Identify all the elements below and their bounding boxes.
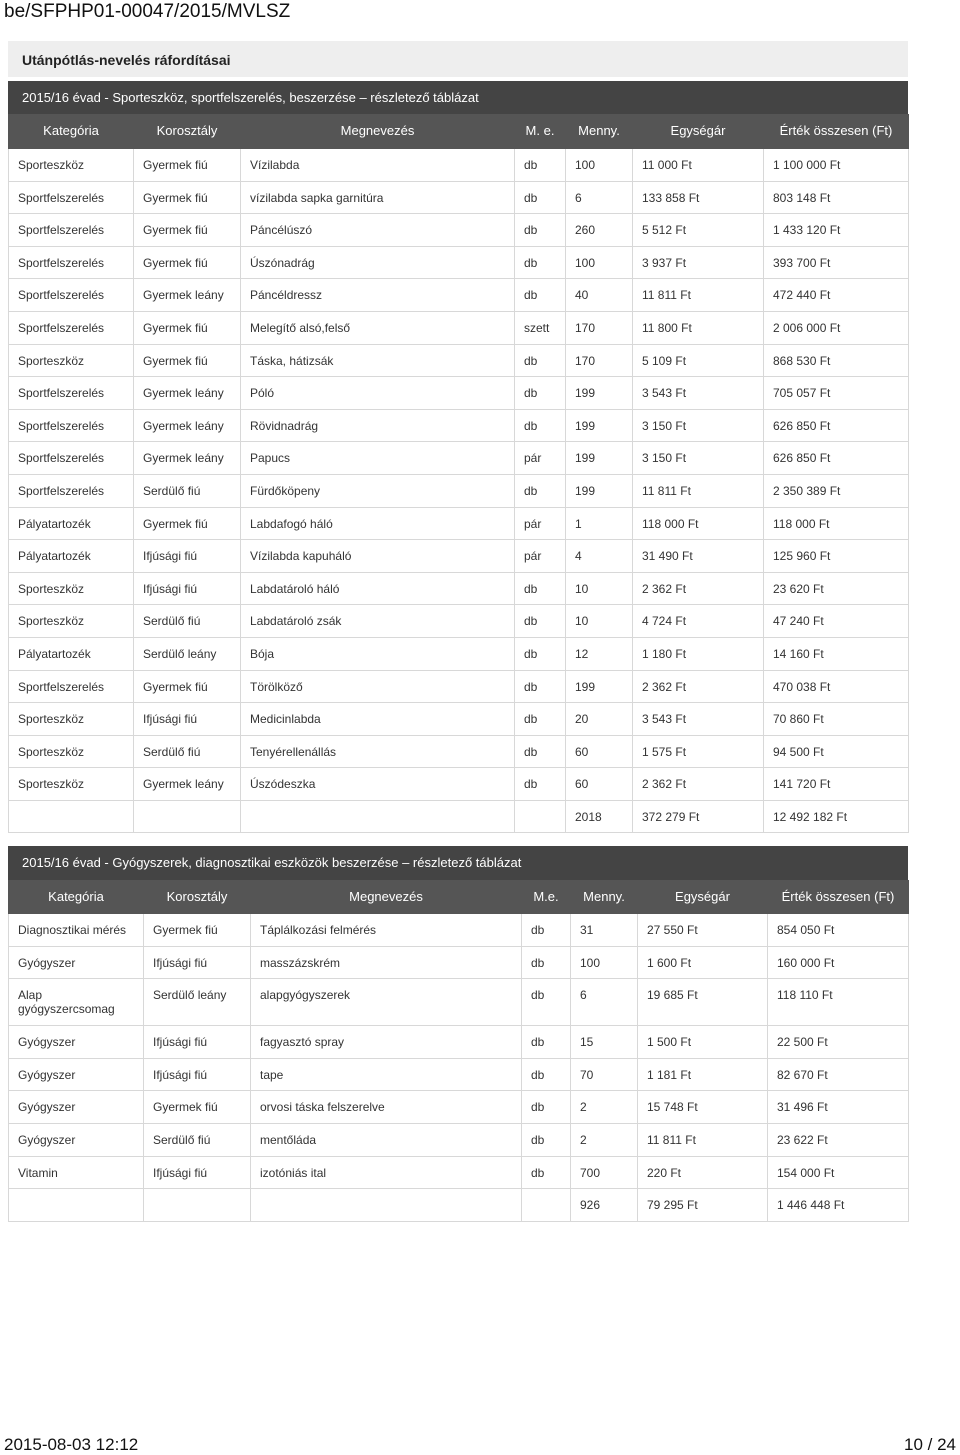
table-cell: Sportfelszerelés — [9, 377, 134, 410]
footer-timestamp: 2015-08-03 12:12 — [4, 1435, 139, 1454]
table-cell: Gyermek fiú — [144, 914, 251, 947]
table-cell: 15 — [571, 1026, 638, 1059]
table-row — [9, 279, 909, 312]
table-row — [9, 1058, 909, 1091]
table-cell: 393 700 Ft — [764, 246, 909, 279]
table-cell: Páncélúszó — [241, 214, 515, 247]
table-row — [9, 507, 909, 540]
table-cell: Sportfelszerelés — [9, 214, 134, 247]
section-title: Utánpótlás-nevelés ráfordításai — [8, 41, 908, 77]
table-cell: masszázskrém — [251, 946, 522, 979]
table-cell: 199 — [566, 474, 633, 507]
table-cell: 4 724 Ft — [633, 605, 764, 638]
table-cell: Sportfelszerelés — [9, 246, 134, 279]
total-row — [9, 1189, 909, 1222]
total-cell: 12 492 182 Ft — [764, 800, 909, 833]
total-cell: 2018 — [566, 800, 633, 833]
table-cell: Gyermek fiú — [134, 311, 241, 344]
table-cell: 1 100 000 Ft — [764, 149, 909, 182]
table-cell: orvosi táska felszerelve — [251, 1091, 522, 1124]
table-cell: 700 — [571, 1156, 638, 1189]
table-row — [9, 442, 909, 475]
table-cell: 160 000 Ft — [768, 946, 909, 979]
table-row — [9, 637, 909, 670]
column-header: Megnevezés — [251, 881, 522, 914]
table-cell: Ifjúsági fiú — [134, 540, 241, 573]
table-cell: Ifjúsági fiú — [134, 703, 241, 736]
table-cell: 82 670 Ft — [768, 1058, 909, 1091]
table-cell: Serdülő fiú — [144, 1123, 251, 1156]
table-row — [9, 311, 909, 344]
table-row — [9, 768, 909, 801]
table-cell: db — [515, 246, 566, 279]
table-cell: 94 500 Ft — [764, 735, 909, 768]
total-cell — [241, 800, 515, 833]
table-row — [9, 1123, 909, 1156]
table-header-row — [9, 881, 909, 914]
table-cell: Sportfelszerelés — [9, 279, 134, 312]
table-cell: 199 — [566, 670, 633, 703]
table-cell: Serdülő fiú — [134, 735, 241, 768]
table-cell: Táplálkozási felmérés — [251, 914, 522, 947]
total-cell — [9, 1189, 144, 1222]
table-cell: 199 — [566, 377, 633, 410]
table-cell: 1 180 Ft — [633, 637, 764, 670]
table-cell: Ifjúsági fiú — [144, 946, 251, 979]
table-cell: Vitamin — [9, 1156, 144, 1189]
table-cell: 3 150 Ft — [633, 409, 764, 442]
table-cell: Pályatartozék — [9, 507, 134, 540]
table-cell: Ifjúsági fiú — [144, 1026, 251, 1059]
table-cell: 3 543 Ft — [633, 703, 764, 736]
table-cell: 2 350 389 Ft — [764, 474, 909, 507]
table-cell: 626 850 Ft — [764, 442, 909, 475]
table-cell: 705 057 Ft — [764, 377, 909, 410]
table-cell: Diagnosztikai mérés — [9, 914, 144, 947]
table-cell: 3 543 Ft — [633, 377, 764, 410]
table-cell: db — [515, 735, 566, 768]
table-cell: fagyasztó spray — [251, 1026, 522, 1059]
table-cell: Fürdőköpeny — [241, 474, 515, 507]
table-row — [9, 409, 909, 442]
table-cell: 47 240 Ft — [764, 605, 909, 638]
table-cell: 19 685 Ft — [638, 979, 768, 1026]
table-cell: Serdülő leány — [134, 637, 241, 670]
table-cell: Sporteszköz — [9, 768, 134, 801]
table-cell: 472 440 Ft — [764, 279, 909, 312]
table-cell: db — [515, 409, 566, 442]
column-header: Egységár — [638, 881, 768, 914]
table-cell: db — [515, 149, 566, 182]
table-cell: 11 800 Ft — [633, 311, 764, 344]
table-cell: 40 — [566, 279, 633, 312]
table-cell: Gyermek fiú — [134, 181, 241, 214]
table-cell: 260 — [566, 214, 633, 247]
table-cell: 70 860 Ft — [764, 703, 909, 736]
table-cell: 60 — [566, 735, 633, 768]
total-row — [9, 800, 909, 833]
table-cell: 31 490 Ft — [633, 540, 764, 573]
table-cell: Gyermek fiú — [134, 246, 241, 279]
table-cell: Gyermek fiú — [144, 1091, 251, 1124]
table-cell: szett — [515, 311, 566, 344]
table-cell: Pályatartozék — [9, 637, 134, 670]
table-cell: 100 — [571, 946, 638, 979]
table-cell: 141 720 Ft — [764, 768, 909, 801]
table-cell: Sporteszköz — [9, 605, 134, 638]
table-cell: Gyermek fiú — [134, 149, 241, 182]
table-cell: 803 148 Ft — [764, 181, 909, 214]
table-cell: 12 — [566, 637, 633, 670]
table-cell: 199 — [566, 409, 633, 442]
total-cell — [9, 800, 134, 833]
table-cell: 100 — [566, 149, 633, 182]
table-cell: Melegítő alsó,felső — [241, 311, 515, 344]
table-cell: mentőláda — [251, 1123, 522, 1156]
table-cell: Labdatároló zsák — [241, 605, 515, 638]
table-row — [9, 1156, 909, 1189]
table-cell: Gyermek fiú — [134, 344, 241, 377]
table-row — [9, 214, 909, 247]
table-cell: Serdülő fiú — [134, 605, 241, 638]
table-cell: Serdülő leány — [144, 979, 251, 1026]
table-cell: db — [522, 979, 571, 1026]
table-cell: Sporteszköz — [9, 703, 134, 736]
table-cell: Ifjúsági fiú — [134, 572, 241, 605]
column-header: Menny. — [571, 881, 638, 914]
total-cell — [144, 1189, 251, 1222]
table-cell: alapgyógyszerek — [251, 979, 522, 1026]
table-cell: 118 110 Ft — [768, 979, 909, 1026]
table-cell: Gyógyszer — [9, 1026, 144, 1059]
table-cell: Sporteszköz — [9, 149, 134, 182]
table-cell: 11 811 Ft — [638, 1123, 768, 1156]
column-header: Érték összesen (Ft) — [768, 881, 909, 914]
table-cell: db — [515, 768, 566, 801]
table-cell: Sportfelszerelés — [9, 474, 134, 507]
table-cell: Gyermek fiú — [134, 507, 241, 540]
table-cell: 23 622 Ft — [768, 1123, 909, 1156]
table-cell: 60 — [566, 768, 633, 801]
table-cell: Bója — [241, 637, 515, 670]
table-cell: 5 109 Ft — [633, 344, 764, 377]
document-id: be/SFPHP01-00047/2015/MVLSZ — [4, 1, 291, 22]
table-cell: 3 937 Ft — [633, 246, 764, 279]
table-cell: 2 362 Ft — [633, 670, 764, 703]
table-cell: 10 — [566, 605, 633, 638]
table-cell: Vízilabda kapuháló — [241, 540, 515, 573]
table-cell: Ifjúsági fiú — [144, 1058, 251, 1091]
table-cell: 1 500 Ft — [638, 1026, 768, 1059]
table-cell: 6 — [566, 181, 633, 214]
table-cell: 220 Ft — [638, 1156, 768, 1189]
table-cell: Sportfelszerelés — [9, 181, 134, 214]
table-row — [9, 246, 909, 279]
table-cell: 100 — [566, 246, 633, 279]
table-row — [9, 979, 909, 1026]
table-cell: 3 150 Ft — [633, 442, 764, 475]
column-header: Menny. — [566, 115, 633, 149]
table-cell: 626 850 Ft — [764, 409, 909, 442]
table-cell: Gyógyszer — [9, 1123, 144, 1156]
table-cell: pár — [515, 442, 566, 475]
table-cell: 11 000 Ft — [633, 149, 764, 182]
total-cell: 1 446 448 Ft — [768, 1189, 909, 1222]
table-cell: 154 000 Ft — [768, 1156, 909, 1189]
equipment-table — [8, 114, 909, 833]
table-cell: 1 600 Ft — [638, 946, 768, 979]
table-cell: db — [515, 344, 566, 377]
table-row — [9, 344, 909, 377]
total-cell: 79 295 Ft — [638, 1189, 768, 1222]
table-cell: tape — [251, 1058, 522, 1091]
table-cell: 1 433 120 Ft — [764, 214, 909, 247]
table-cell: pár — [515, 507, 566, 540]
total-cell — [134, 800, 241, 833]
table-cell: Sportfelszerelés — [9, 442, 134, 475]
table-cell: 2 362 Ft — [633, 572, 764, 605]
column-header: Korosztály — [134, 115, 241, 149]
table-cell: 20 — [566, 703, 633, 736]
table-cell: 1 181 Ft — [638, 1058, 768, 1091]
table-cell: 31 — [571, 914, 638, 947]
table-cell: 23 620 Ft — [764, 572, 909, 605]
table-cell: db — [522, 1123, 571, 1156]
table-cell: 2 — [571, 1123, 638, 1156]
column-header: Érték összesen (Ft) — [764, 115, 909, 149]
column-header: M.e. — [522, 881, 571, 914]
table-row — [9, 540, 909, 573]
table-cell: 1 575 Ft — [633, 735, 764, 768]
table-cell: Alap gyógyszercsomag — [9, 979, 144, 1026]
table-row — [9, 149, 909, 182]
table-cell: 2 362 Ft — [633, 768, 764, 801]
table-cell: 6 — [571, 979, 638, 1026]
table-row — [9, 670, 909, 703]
table-cell: Gyermek leány — [134, 442, 241, 475]
table-cell: 133 858 Ft — [633, 181, 764, 214]
table-cell: db — [515, 572, 566, 605]
table-cell: Gyermek fiú — [134, 214, 241, 247]
table-cell: pár — [515, 540, 566, 573]
medication-table — [8, 880, 909, 1222]
table-cell: Gyermek leány — [134, 377, 241, 410]
table-row — [9, 735, 909, 768]
table-cell: 170 — [566, 344, 633, 377]
table-cell: Rövidnadrág — [241, 409, 515, 442]
table-cell: db — [515, 377, 566, 410]
table-cell: 4 — [566, 540, 633, 573]
table-cell: 125 960 Ft — [764, 540, 909, 573]
table-cell: izotóniás ital — [251, 1156, 522, 1189]
table-cell: 11 811 Ft — [633, 474, 764, 507]
table-cell: db — [515, 181, 566, 214]
table-row — [9, 703, 909, 736]
table-cell: Tenyérellenállás — [241, 735, 515, 768]
table-cell: 118 000 Ft — [764, 507, 909, 540]
table-row — [9, 1091, 909, 1124]
table-cell: db — [515, 279, 566, 312]
table-row — [9, 474, 909, 507]
table-cell: db — [515, 637, 566, 670]
total-cell: 372 279 Ft — [633, 800, 764, 833]
table-cell: Sporteszköz — [9, 735, 134, 768]
table-cell: db — [515, 670, 566, 703]
table-cell: 11 811 Ft — [633, 279, 764, 312]
total-cell — [522, 1189, 571, 1222]
table-cell: Pályatartozék — [9, 540, 134, 573]
table-cell: db — [522, 1058, 571, 1091]
table-row — [9, 181, 909, 214]
column-header: Kategória — [9, 115, 134, 149]
table-cell: 31 496 Ft — [768, 1091, 909, 1124]
table-cell: Úszódeszka — [241, 768, 515, 801]
table-cell: 2 — [571, 1091, 638, 1124]
table-cell: 27 550 Ft — [638, 914, 768, 947]
table-cell: db — [522, 946, 571, 979]
table-cell: Sportfelszerelés — [9, 409, 134, 442]
table-row — [9, 572, 909, 605]
table-cell: 170 — [566, 311, 633, 344]
table-cell: Labdafogó háló — [241, 507, 515, 540]
table-cell: Labdatároló háló — [241, 572, 515, 605]
table-cell: Póló — [241, 377, 515, 410]
table-cell: 854 050 Ft — [768, 914, 909, 947]
table2-title: 2015/16 évad - Gyógyszerek, diagnosztikai eszközök beszerzése – részletező táblázat — [8, 846, 908, 880]
table-cell: Medicinlabda — [241, 703, 515, 736]
table-cell: db — [515, 703, 566, 736]
table-row — [9, 605, 909, 638]
total-cell — [515, 800, 566, 833]
table-cell: Gyermek fiú — [134, 670, 241, 703]
column-header: M. e. — [515, 115, 566, 149]
table-cell: Serdülő fiú — [134, 474, 241, 507]
table-cell: Gyermek leány — [134, 409, 241, 442]
table-cell: Vízilabda — [241, 149, 515, 182]
table-cell: Gyermek leány — [134, 768, 241, 801]
table-cell: 470 038 Ft — [764, 670, 909, 703]
table-cell: Gyógyszer — [9, 1058, 144, 1091]
table-cell: Sportfelszerelés — [9, 311, 134, 344]
table-cell: Gyermek leány — [134, 279, 241, 312]
table-cell: Sportfelszerelés — [9, 670, 134, 703]
table-cell: 199 — [566, 442, 633, 475]
table-cell: Táska, hátizsák — [241, 344, 515, 377]
table-cell: Úszónadrág — [241, 246, 515, 279]
table-cell: db — [522, 1091, 571, 1124]
total-cell — [251, 1189, 522, 1222]
table-cell: Páncéldressz — [241, 279, 515, 312]
footer-page-number: 10 / 24 — [904, 1435, 956, 1454]
table-cell: Ifjúsági fiú — [144, 1156, 251, 1189]
column-header: Kategória — [9, 881, 144, 914]
table-cell: 2 006 000 Ft — [764, 311, 909, 344]
table-cell: db — [522, 1026, 571, 1059]
column-header: Korosztály — [144, 881, 251, 914]
table-cell: 10 — [566, 572, 633, 605]
table-cell: 5 512 Ft — [633, 214, 764, 247]
table-cell: 15 748 Ft — [638, 1091, 768, 1124]
table-row — [9, 946, 909, 979]
table-cell: 1 — [566, 507, 633, 540]
table-cell: vízilabda sapka garnitúra — [241, 181, 515, 214]
table-cell: 70 — [571, 1058, 638, 1091]
table-cell: 118 000 Ft — [633, 507, 764, 540]
table-header-row — [9, 115, 909, 149]
table1-title: 2015/16 évad - Sporteszköz, sportfelszerelés, beszerzése – részletező táblázat — [8, 81, 908, 114]
table-cell: Gyógyszer — [9, 1091, 144, 1124]
table-cell: db — [515, 605, 566, 638]
table-row — [9, 1026, 909, 1059]
table-cell: Gyógyszer — [9, 946, 144, 979]
total-cell: 926 — [571, 1189, 638, 1222]
table-cell: Papucs — [241, 442, 515, 475]
table-row — [9, 377, 909, 410]
table-cell: 22 500 Ft — [768, 1026, 909, 1059]
table-cell: db — [522, 914, 571, 947]
table-cell: db — [515, 474, 566, 507]
table-cell: Sporteszköz — [9, 572, 134, 605]
table-cell: Sporteszköz — [9, 344, 134, 377]
table-cell: Törölköző — [241, 670, 515, 703]
table-cell: db — [522, 1156, 571, 1189]
column-header: Egységár — [633, 115, 764, 149]
table-cell: 868 530 Ft — [764, 344, 909, 377]
table-cell: db — [515, 214, 566, 247]
table-cell: 14 160 Ft — [764, 637, 909, 670]
column-header: Megnevezés — [241, 115, 515, 149]
table-row — [9, 914, 909, 947]
